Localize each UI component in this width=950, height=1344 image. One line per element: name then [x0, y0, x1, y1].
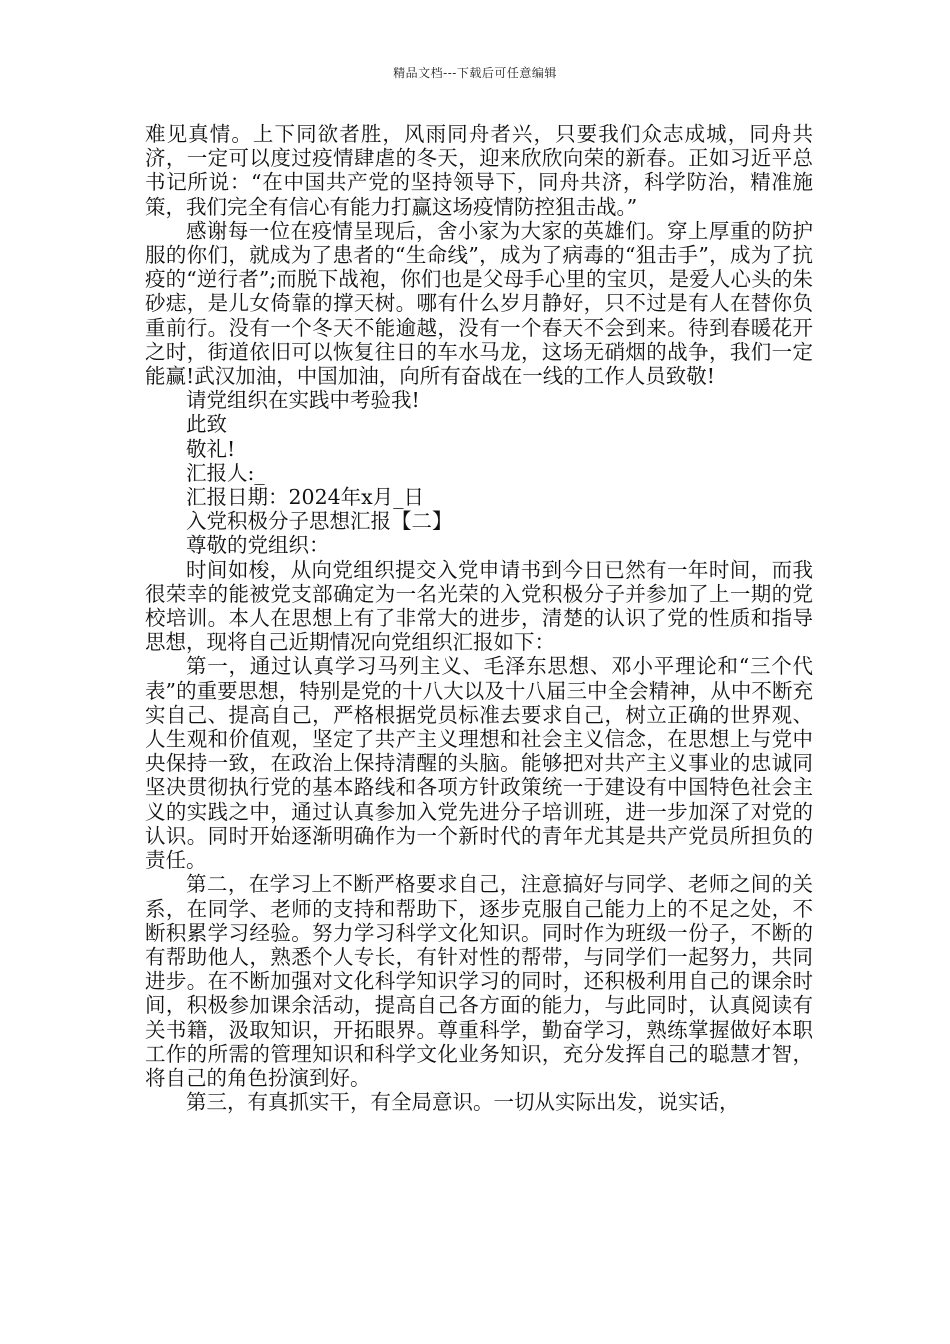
paragraph-second: 第二，在学习上不断严格要求自己，注意搞好与同学、老师之间的关系，在同学、老师的支持和帮助下，逐步克服自己能力上的不足之处，不断积累学习经验。努力学习科学文化知识。同时作为班级一份子，不断的有帮助他人，熟悉个人专长，有针对性的帮带，与同学们一起努力，共同进步。在不断加强对文化科学知识学习的同时，还积极利用自己的课余时间，积极参加课余活动，提高自己各方面的能力，与此同时，认真阅读有关书籍，汲取知识，开拓眼界。尊重科学，勤奋学习，熟练掌握做好本职工作的所需的管理知识和科学文化业务知识，充分发挥自己的聪慧才智，将自己的角色扮演到好。	[145, 872, 813, 1090]
paragraph-thanks-heroes: 感谢每一位在疫情呈现后，舍小家为大家的英雄们。穿上厚重的防护服的你们，就成为了患者的“生命线”，成为了病毒的“狙击手”，成为了抗疫的“逆行者”;而脱下战袍，你们也是父母手心里的宝贝，是爱人心头的朱砂痣，是儿女倚靠的撑天树。哪有什么岁月静好，只不过是有人在替你负重前行。没有一个冬天不能逾越，没有一个春天不会到来。待到春暖花开之时，街道依旧可以恢复往日的车水马龙，这场无硝烟的战争，我们一定能赢!武汉加油，中国加油，向所有奋战在一线的工作人员致敬!	[145, 218, 813, 389]
report-date-line: 汇报日期：2024年x月_日	[186, 485, 424, 510]
reporter-line: 汇报人:_	[186, 460, 265, 485]
paragraph-continuation: 难见真情。上下同欲者胜，风雨同舟者兴，只要我们众志成城，同舟共济，一定可以度过疫情肆虐的冬天，迎来欣欣向荣的新春。正如习近平总书记所说：“在中国共产党的坚持领导下，同舟共济，科学防治，精准施策，我们完全有信心有能力打赢这场疫情防控狙击战。”	[145, 122, 813, 219]
paragraph-first: 第一，通过认真学习马列主义、毛泽东思想、邓小平理论和“三个代表”的重要思想，特别是党的十八大以及十八届三中全会精神，从中不断充实自己、提高自己，严格根据党员标准去要求自己，树立正确的世界观、人生观和价值观，坚定了共产主义理想和社会主义信念，在思想上与党中央保持一致，在政治上保持清醒的头脑。能够把对共产主义事业的忠诚同坚决贯彻执行党的基本路线和各项方针政策统一于建设有中国特色社会主义的实践之中，通过认真参加入党先进分子培训班，进一步加深了对党的认识。同时开始逐渐明确作为一个新时代的青年尤其是共产党员所担负的责任。	[145, 654, 813, 873]
document-body	[145, 122, 813, 1114]
closing-request: 请党组织在实践中考验我!	[186, 388, 420, 413]
page-header: 精品文档---下载后可任意编辑	[393, 66, 557, 80]
paragraph-third: 第三，有真抓实干，有全局意识。一切从实际出发，说实话，	[186, 1090, 740, 1115]
paragraph-intro: 时间如梭，从向党组织提交入党申请书到今日已然有一年时间，而我很荣幸的能被党支部确定为一名光荣的入党积极分子并参加了上一期的党校培训。本人在思想上有了非常大的进步，清楚的认识了党的性质和指导思想，现将自己近期情况向党组织汇报如下：	[145, 557, 813, 655]
greeting: 尊敬的党组织：	[186, 533, 330, 558]
salutation-cizhi: 此致	[186, 412, 227, 437]
salutation-jingli: 敬礼!	[186, 436, 236, 461]
section-title: 入党积极分子思想汇报【二】	[186, 509, 453, 534]
